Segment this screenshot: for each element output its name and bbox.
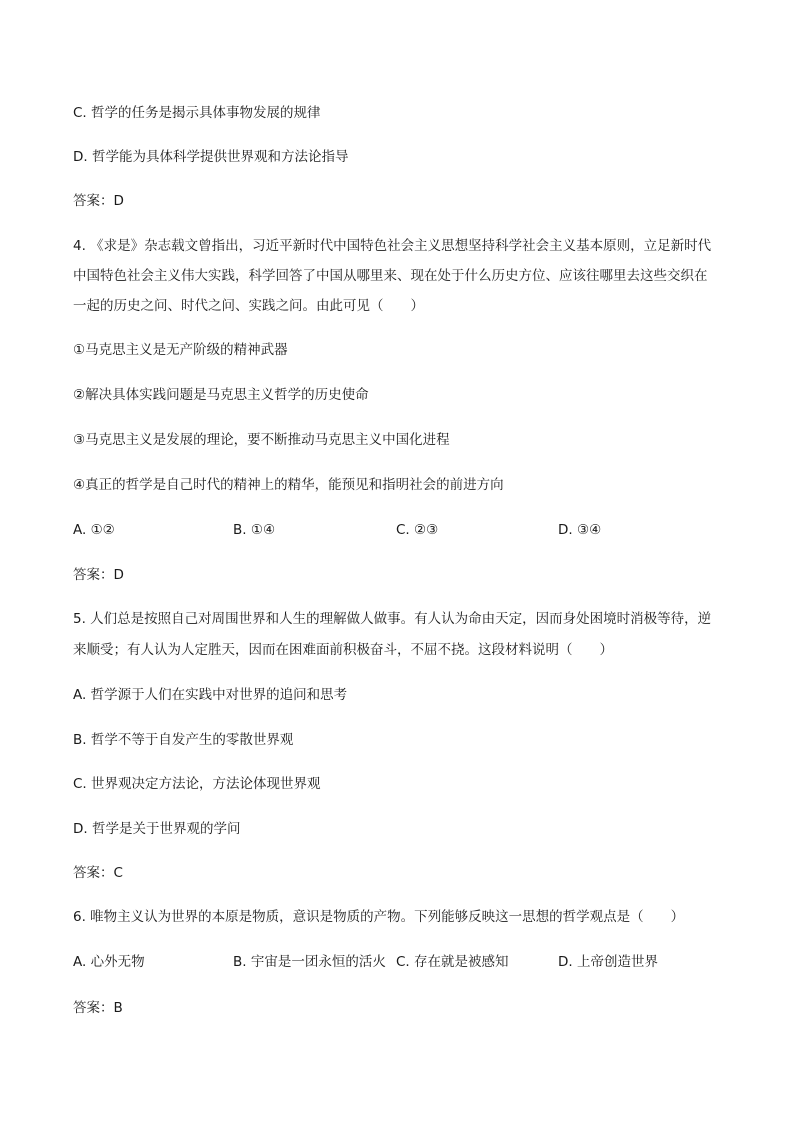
q6-option-b: B. 宇宙是一团永恒的活火 xyxy=(233,954,386,970)
q4-item-4: ④真正的哲学是自己时代的精神上的精华，能预见和指明社会的前进方向 xyxy=(73,477,504,493)
q4-item-2: ②解决具体实践问题是马克思主义哲学的历史使命 xyxy=(73,387,369,403)
q4-stem-line-2: 中国特色社会主义伟大实践，科学回答了中国从哪里来、现在处于什么历史方位、应该往哪里去这些交织在 xyxy=(73,268,708,284)
q4-option-a: A. ①② xyxy=(73,522,115,538)
q5-option-a: A. 哲学源于人们在实践中对世界的追问和思考 xyxy=(73,687,348,703)
q6-option-c: C. 存在就是被感知 xyxy=(396,954,509,970)
q3-option-d: D. 哲学能为具体科学提供世界观和方法论指导 xyxy=(73,149,349,165)
q4-stem-line-1: 4. 《求是》杂志载文曾指出，习近平新时代中国特色社会主义思想坚持科学社会主义基本原则，立足新时代 xyxy=(73,238,712,254)
q4-option-b: B. ①④ xyxy=(233,522,276,538)
q4-options-row xyxy=(0,521,794,539)
q5-stem-line-2: 来顺受；有人认为人定胜天，因而在困难面前积极奋斗，不屈不挠。这段材料说明（ ） xyxy=(73,642,613,658)
q6-answer: 答案：B xyxy=(73,1000,123,1016)
q6-options-row xyxy=(0,953,794,971)
q3-option-c: C. 哲学的任务是揭示具体事物发展的规律 xyxy=(73,105,321,121)
q4-stem-line-3: 一起的历史之问、时代之问、实践之问。由此可见（ ） xyxy=(73,298,424,314)
q6-stem: 6. 唯物主义认为世界的本原是物质，意识是物质的产物。下列能够反映这一思想的哲学观点是（ ） xyxy=(73,909,685,925)
q3-answer: 答案：D xyxy=(73,193,124,209)
q5-option-c: C. 世界观决定方法论，方法论体现世界观 xyxy=(73,776,321,792)
q6-option-a: A. 心外无物 xyxy=(73,954,145,970)
q5-answer: 答案：C xyxy=(73,865,123,881)
q4-item-1: ①马克思主义是无产阶级的精神武器 xyxy=(73,342,288,358)
q4-answer: 答案：D xyxy=(73,567,124,583)
q6-option-d: D. 上帝创造世界 xyxy=(558,954,658,970)
q5-stem-line-1: 5. 人们总是按照自己对周围世界和人生的理解做人做事。有人认为命由天定，因而身处困境时消极等待，逆 xyxy=(73,611,712,627)
q4-item-3: ③马克思主义是发展的理论，要不断推动马克思主义中国化进程 xyxy=(73,432,450,448)
q5-option-d: D. 哲学是关于世界观的学问 xyxy=(73,821,241,837)
q5-option-b: B. 哲学不等于自发产生的零散世界观 xyxy=(73,732,294,748)
q4-option-d: D. ③④ xyxy=(558,522,602,538)
q4-option-c: C. ②③ xyxy=(396,522,439,538)
